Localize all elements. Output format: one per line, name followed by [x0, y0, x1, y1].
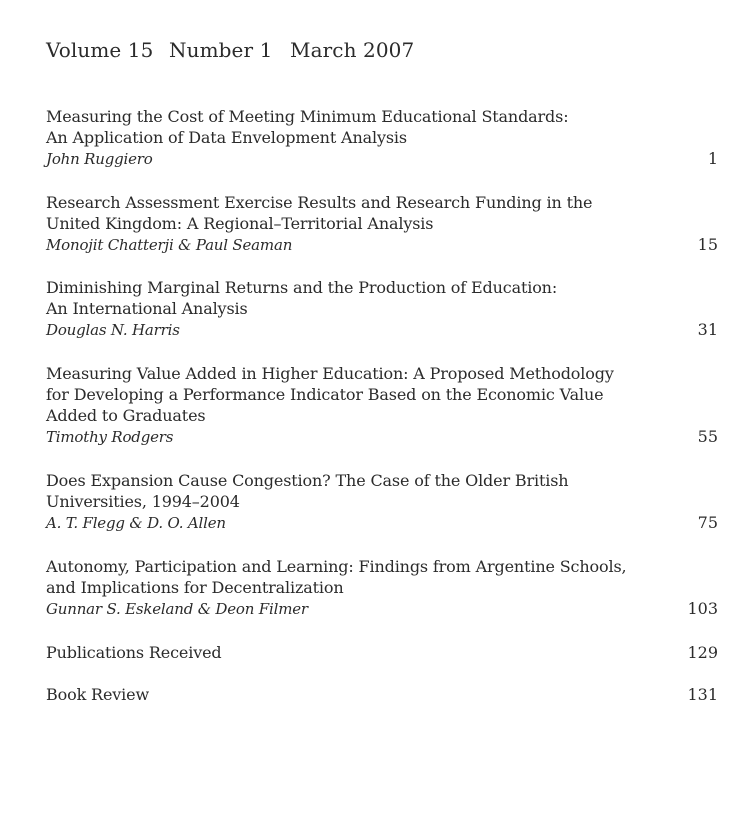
article-authors: Douglas N. Harris	[46, 321, 180, 339]
article-title-line: Research Assessment Exercise Results and Research Funding in the	[46, 193, 593, 212]
toc-entry[interactable]	[46, 192, 718, 255]
toc-entry[interactable]	[46, 684, 718, 705]
article-title-line: Does Expansion Cause Congestion? The Case of the Older British	[46, 471, 569, 490]
page-number: 31	[697, 320, 718, 339]
section-title: Publications Received	[46, 643, 222, 662]
toc-entry[interactable]	[46, 642, 718, 663]
article-title-line: for Developing a Performance Indicator Based on the Economic Value	[46, 385, 604, 404]
toc-entry[interactable]	[46, 277, 718, 340]
article-title-line: Diminishing Marginal Returns and the Production of Education:	[46, 278, 558, 297]
toc-entry[interactable]	[46, 470, 718, 533]
toc-entry[interactable]	[46, 556, 718, 619]
author-row	[46, 512, 718, 533]
article-authors: Timothy Rodgers	[46, 428, 174, 446]
article-title-line: An Application of Data Envelopment Analysis	[46, 128, 407, 147]
article-title-line: Measuring the Cost of Meeting Minimum Educational Standards:	[46, 107, 569, 126]
author-row	[46, 319, 718, 340]
page-number: 55	[697, 427, 718, 446]
article-authors: Gunnar S. Eskeland & Deon Filmer	[46, 600, 308, 618]
section-title: Book Review	[46, 685, 149, 704]
issue-date: March 2007	[290, 38, 415, 62]
page-number: 1	[707, 149, 718, 168]
section-row	[46, 684, 718, 705]
issue-number-label: Number 1	[169, 38, 273, 62]
page-number: 75	[697, 513, 718, 532]
section-row	[46, 642, 718, 663]
author-row	[46, 234, 718, 255]
article-title-line: Universities, 1994–2004	[46, 492, 240, 511]
volume-label: Volume 15	[46, 38, 154, 62]
page-number: 131	[687, 685, 718, 704]
author-row	[46, 426, 718, 447]
article-authors: Monojit Chatterji & Paul Seaman	[46, 236, 293, 254]
article-title-line: An International Analysis	[46, 299, 248, 318]
article-title-line: Added to Graduates	[46, 406, 206, 425]
toc-entry[interactable]	[46, 363, 718, 447]
article-title-line: Autonomy, Participation and Learning: Findings from Argentine Schools,	[46, 557, 627, 576]
article-title-line: United Kingdom: A Regional–Territorial Analysis	[46, 214, 434, 233]
article-title-line: and Implications for Decentralization	[46, 578, 344, 597]
issue-header	[46, 38, 414, 62]
page-number: 103	[687, 599, 718, 618]
author-row	[46, 598, 718, 619]
article-title-line: Measuring Value Added in Higher Education: A Proposed Methodology	[46, 364, 614, 383]
article-authors: A. T. Flegg & D. O. Allen	[46, 514, 226, 532]
toc-entry[interactable]	[46, 106, 718, 169]
author-row	[46, 148, 718, 169]
article-authors: John Ruggiero	[46, 150, 153, 168]
page-number: 15	[697, 235, 718, 254]
page-number: 129	[687, 643, 718, 662]
